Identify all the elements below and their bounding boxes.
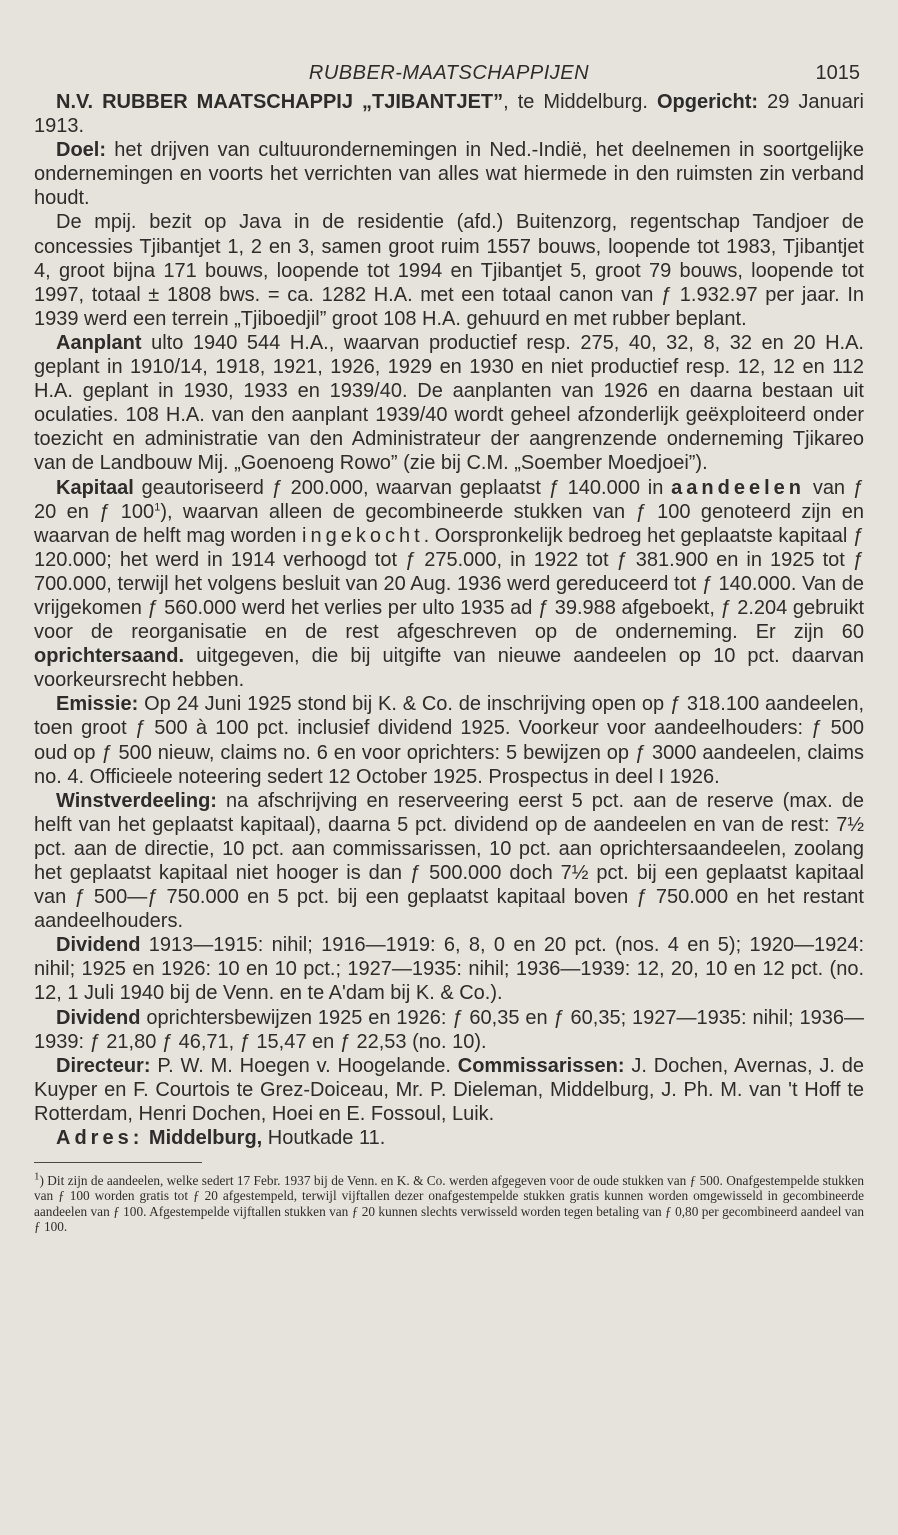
page-number: 1015 bbox=[815, 62, 860, 84]
purpose-text: het drijven van cultuurondernemingen in Ned.-Indië, het deelnemen in soortgelijke ondernemingen en voorts het verrichten van alles wat hiermede in den ruimsten zin verband houdt. bbox=[34, 139, 864, 210]
capital-buyback-term: ingekocht bbox=[302, 524, 424, 547]
capital-text-4: . Oorspronkelijk bedroeg het geplaatste kapitaal ƒ 120.000; het werd in 1914 verhoogd tot ƒ 275.000, in 1922 tot ƒ 381.900 en in 1925 tot ƒ 700.000, terwijl het volgens besluit van 20 Aug. 1936 werd gereduceerd tot ƒ 140.000. Van de vrijgekomen ƒ 560.000 werd het verlies per ulto 1935 ad ƒ 39.988 afgeboekt, ƒ 2.204 gebruikt voor de reorganisatie en de rest afgeschreven op de onderneming. Er zijn 60 bbox=[34, 524, 864, 644]
footnote bbox=[34, 1170, 864, 1235]
management-paragraph bbox=[34, 1054, 864, 1126]
body-text bbox=[34, 90, 864, 1150]
plantation-label: Aanplant bbox=[56, 331, 142, 354]
plantation-paragraph bbox=[34, 331, 864, 476]
founder-dividend-label: Dividend bbox=[56, 1006, 141, 1029]
company-name: N.V. RUBBER MAATSCHAPPIJ „TJIBANTJET” bbox=[56, 91, 504, 113]
profit-distribution-paragraph bbox=[34, 789, 864, 934]
founded-date: 29 Januari 1913. bbox=[34, 91, 864, 138]
company-location: , te Middelburg. bbox=[503, 91, 657, 113]
concessions-paragraph bbox=[34, 210, 864, 330]
address-paragraph bbox=[34, 1126, 864, 1150]
commissioners-label: Commissarissen: bbox=[457, 1054, 625, 1077]
dividend-text: 1913—1915: nihil; 1916—1919: 6, 8, 0 en 20 pct. (nos. 4 en 5); 1920—1924: nihil; 1925 en 1926: 10 en 10 pct.; 1927—1935: nihil; 1936—1939: 12, 20, 10 en 12 pct. (no. 12, 1 Juli 1940 bij de Venn. en te A'dam bij K. & Co.). bbox=[34, 934, 864, 1005]
founder-shares-term: oprichtersaand. bbox=[34, 645, 185, 668]
capital-text-1: geautoriseerd ƒ 200.000, waarvan geplaatst ƒ 140.000 in bbox=[133, 476, 672, 499]
profit-distribution-label: Winstverdeeling: bbox=[56, 789, 217, 812]
capital-shares-term: aandeelen bbox=[671, 476, 805, 499]
concessions-text: De mpij. bezit op Java in de residentie (afd.) Buitenzorg, regentschap Tandjoer de concessies Tjibantjet 1, 2 en 3, samen groot ruim 1557 bouws, loopende tot 1983, Tjibantjet 4, groot bijna 171 bouws, loopende tot 1994 en Tjibantjet 5, groot 79 bouws, loopende tot 1997, totaal ± 1808 bws. = ca. 1282 H.A. met een totaal canon van ƒ 1.932.97 per jaar. In 1939 werd een terrein „Tjiboedjil” groot 108 H.A. gehuurd en met rubber beplant. bbox=[34, 211, 864, 330]
capital-text-2: van ƒ 20 en ƒ 100 bbox=[34, 476, 864, 523]
footnote-reference: 1 bbox=[154, 500, 161, 513]
address-street: Houtkade 11. bbox=[262, 1127, 386, 1150]
emission-label: Emissie: bbox=[56, 693, 139, 716]
emission-paragraph bbox=[34, 692, 864, 788]
director-label: Directeur: bbox=[56, 1054, 151, 1077]
capital-text-3: ), waarvan alleen de gecombineerde stukken van ƒ 100 genoteerd zijn en waarvan de helft mag worden bbox=[34, 500, 864, 547]
footnote-text: ) Dit zijn de aandeelen, welke sedert 17 Febr. 1937 bij de Venn. en K. & Co. werden afgegeven voor de oude stukken van ƒ 500. Onafgestempelde stukken van ƒ 100 worden gratis tot ƒ 20 afgestempeld, terwijl vijftallen dezer onafgestempelde stukken gratis kunnen worden omgewisseld in gecombineerde aandeelen van ƒ 100. Afgestempelde vijftallen stukken van ƒ 20 kunnen slechts verwisseld worden tegen betaling van ƒ 0,80 per gecombineerd aandeel van ƒ 100. bbox=[34, 1173, 864, 1235]
founded-label: Opgericht: bbox=[656, 91, 759, 113]
purpose-paragraph bbox=[34, 138, 864, 210]
plantation-text: ulto 1940 544 H.A., waarvan productief resp. 275, 40, 32, 8, 32 en 20 H.A. geplant in 1910/14, 1918, 1921, 1926, 1929 en 1930 en niet productief resp. 12, 12 en 112 H.A. geplant in 1930, 1933 en 1939/40. De aanplanten van 1926 en daarna bestaan uit oculaties. 108 H.A. van den aanplant 1939/40 wordt geheel afzonderlijk geëxploiteerd onder toezicht en administratie van den Administrateur der aangrenzende onderneming Tjikareo van de Landbouw Mij. „Goenoeng Rowo” (zie bij C.M. „Soember Moedjoei”). bbox=[34, 331, 864, 475]
address-city: Middelburg, bbox=[148, 1127, 263, 1150]
dividend-paragraph bbox=[34, 933, 864, 1005]
founder-dividend-text: oprichtersbewijzen 1925 en 1926: ƒ 60,35 en ƒ 60,35; 1927—1935: nihil; 1936—1939: ƒ 21,80 ƒ 46,71, ƒ 15,47 en ƒ 22,53 (no. 10). bbox=[34, 1006, 864, 1053]
address-label: Adres: bbox=[56, 1127, 144, 1150]
footnote-divider bbox=[34, 1162, 202, 1163]
company-heading-paragraph bbox=[34, 90, 864, 138]
profit-distribution-text: na afschrijving en reserveering eerst 5 pct. aan de reserve (max. de helft van het geplaatst kapitaal), daarna 5 pct. dividend op de aandeelen en van de rest: 7½ pct. aan de directie, 10 pct. aan commissarissen, 10 pct. aan oprichtersaandeelen, zoolang het geplaatst kapitaal niet hooger is dan ƒ 500.000 doch 7½ pct. bij een geplaatst kapitaal van ƒ 500—ƒ 750.000 en 5 pct. bij een geplaatst kapitaal boven ƒ 750.000 en het restant aandeelhouders. bbox=[34, 789, 864, 933]
footnote-marker: 1 bbox=[34, 1170, 40, 1183]
capital-text-5: uitgegeven, die bij uitgifte van nieuwe aandeelen op 10 pct. daarvan voorkeursrecht hebben. bbox=[34, 645, 864, 692]
dividend-label: Dividend bbox=[56, 934, 141, 957]
director-text: P. W. M. Hoegen v. Hoogelande. bbox=[150, 1054, 458, 1077]
running-header bbox=[34, 62, 864, 88]
capital-paragraph bbox=[34, 476, 864, 693]
capital-label: Kapitaal bbox=[56, 476, 134, 499]
commissioners-text: J. Dochen, Avernas, J. de Kuyper en F. Courtois te Grez-Doiceau, Mr. P. Dieleman, Middelburg, J. Ph. M. van 't Hoff te Rotterdam, Henri Dochen, Hoei en E. Fossoul, Luik. bbox=[34, 1054, 864, 1125]
running-title: RUBBER-MAATSCHAPPIJEN bbox=[308, 62, 590, 84]
emission-text: Op 24 Juni 1925 stond bij K. & Co. de inschrijving open op ƒ 318.100 aandeelen, toen groot ƒ 500 à 100 pct. inclusief dividend 1925. Voorkeur voor aandeelhouders: ƒ 500 oud op ƒ 500 nieuw, claims no. 6 en voor oprichters: 5 bewijzen op ƒ 3000 aandeelen, claims no. 4. Officieele noteering sedert 12 October 1925. Prospectus in deel I 1926. bbox=[34, 693, 864, 788]
founder-dividend-paragraph bbox=[34, 1006, 864, 1054]
purpose-label: Doel: bbox=[56, 139, 106, 162]
